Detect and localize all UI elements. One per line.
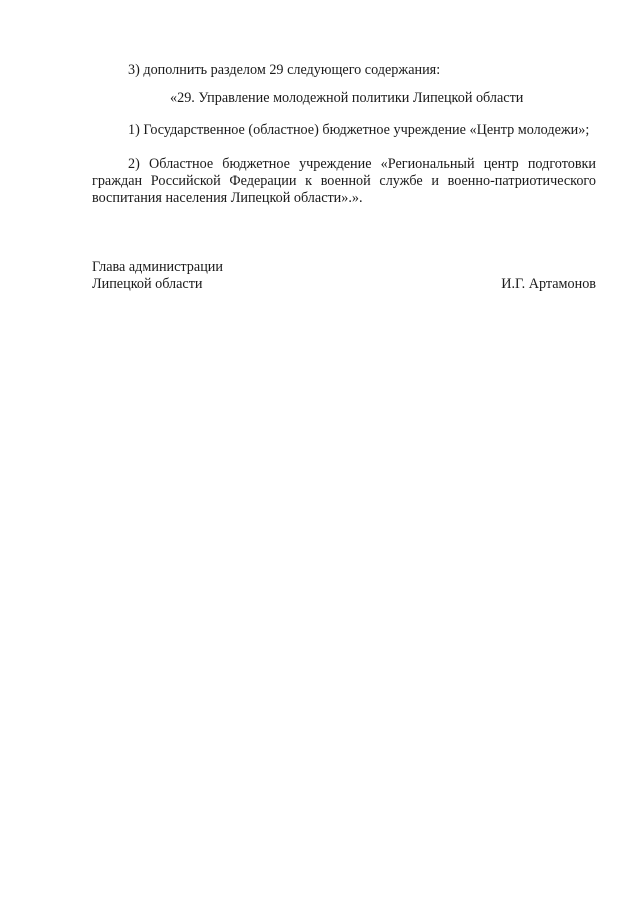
signature-position [92, 259, 352, 293]
position-line-2: Липецкой области [92, 276, 203, 292]
signatory-name: И.Г. Артамонов [501, 276, 596, 292]
position-line-1: Глава администрации [92, 259, 223, 275]
list-item-1: 1) Государственное (областное) бюджетное учреждение «Центр молодежи»; [128, 122, 590, 138]
list-item-2: 2) Областное бюджетное учреждение «Региональный центр подготовки граждан Российской Федерации к военной службе и военно-патриотического воспитания населения Липецкой области».». [92, 156, 596, 206]
section-title: «29. Управление молодежной политики Липецкой области [170, 90, 524, 106]
paragraph-item-3: 3) дополнить разделом 29 следующего содержания: [128, 62, 441, 78]
